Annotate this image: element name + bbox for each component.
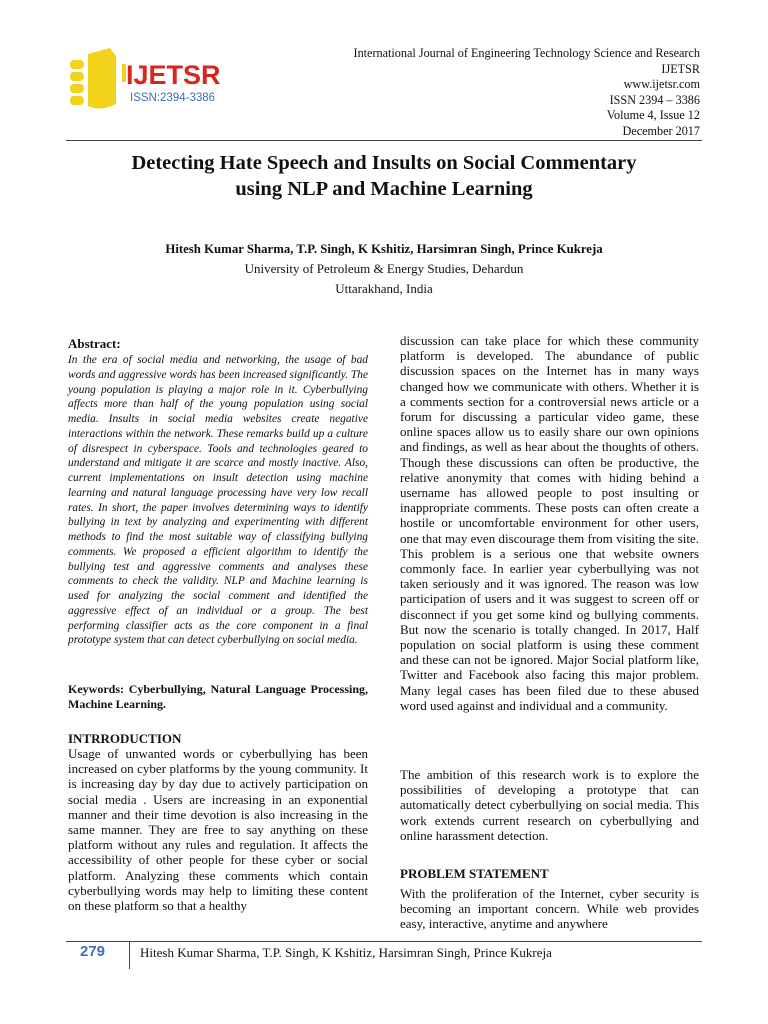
journal-header: [354, 46, 700, 140]
right-column-paragraph-2: The ambition of this research work is to explore the possibilities of developing a prototype that can automatically detect cyberbullying on social media. This work extends current research on cyberbullying and online harassment detection.: [400, 767, 699, 843]
footer-separator: [129, 941, 130, 969]
paper-title: [66, 150, 702, 202]
abstract-text: In the era of social media and networking, the usage of bad words and aggressive words has been increased significantly. The young population is playing a major role in it. Cyberbullying affects more than half of the young population using social media. Insults in social media websites create negative interactions within the network. These remarks build up a culture of disrespect in cyberspace. Tools and technologies geared to understand and mitigate it are scarce and mostly inactive. Also, current implementations on insult detection using machine learning and natural language processing have very low recall rates. In short, the paper involves determining ways to identify bullying in text by analyzing and experimenting with different methods to find the most suitable way of classifying bullying comments. We proposed a efficient algorithm to identify the bullying test and aggressive comments and analyses these comments to check the validity. NLP and Machine learning is used for analyzing the social comment and identified the aggressive effect of an individual or a group. The best performing classifier acts as the core component in a final prototype system that can detect cyberbullying on social media.: [68, 354, 368, 647]
paper-authors: Hitesh Kumar Sharma, T.P. Singh, K Kshitiz, Harsimran Singh, Prince Kukreja: [165, 242, 603, 256]
journal-volume: Volume 4, Issue 12: [606, 108, 700, 123]
problem-statement-heading: PROBLEM STATEMENT: [400, 866, 549, 881]
footer-divider: [66, 941, 702, 942]
right-column-paragraph-1: discussion can take place for which these community platform is developed. The abundance of public discussion spaces on the Internet has in many ways changed how we communicate with others. Whether it is a comments section for a controversial news article or a forum for discussing a particular video game, these online spaces allow us to easily share our own opinions and findings, as well as hear about the thoughts of others. Though these discussions can often be productive, the relative anonymity that comes with hiding behind a username has allowed people to post insulting or inappropriate comments. These posts can often create a hostile or uncomfortable environment for other users, one that may even discourage them from visiting the site. This problem is a serious one that website owners commonly face. In earlier year cyberbullying was not taken seriously and it was ignored. The reason was low participation of users and it was suggest to screen off or disconnect if you get some kind og bullying comments. But now the scenario is totally changed. In 2017, Half population on social platform is using these comment and these can not be ignored. Major Social platform like, Twitter and Facebook also facing this major problem. Many legal cases has been filed due to these abused word used against and individual and a community.: [400, 333, 699, 713]
affiliation-university: University of Petroleum & Energy Studies, Dehardun: [244, 261, 524, 276]
journal-name: International Journal of Engineering Technology Science and Research: [353, 46, 700, 60]
keywords: Keywords: Cyberbullying, Natural Language Processing, Machine Learning.: [68, 682, 368, 711]
journal-logo: [66, 44, 256, 116]
journal-issn: ISSN 2394 – 3386: [609, 92, 700, 107]
footer-authors: Hitesh Kumar Sharma, T.P. Singh, K Kshitiz, Harsimran Singh, Prince Kukreja: [140, 945, 552, 960]
problem-statement-text: With the proliferation of the Internet, cyber security is becoming an important concern. While web provides easy, interactive, anytime and anywhere: [400, 886, 699, 932]
introduction-text: Usage of unwanted words or cyberbullying has been increased on cyber platforms by the young community. It is increasing day by day due to actively participation on social media . Users are increasing in an exponential manner and their time devotion is also increasing in the same manner. They are free to say anything on these platform without any rules and regulation. It affects the accessibility of other people for these cyber or social platform. Analyzing these comments which contain cyberbullying words may help to limiting these content on these platform so that a healthy: [68, 746, 368, 914]
logo-name: IJETSR: [126, 60, 221, 90]
affiliation-location: Uttarakhand, India: [335, 281, 433, 296]
paper-title-line1: Detecting Hate Speech and Insults on Social Commentary: [131, 152, 637, 174]
introduction-heading: INTRRODUCTION: [68, 731, 182, 746]
journal-website[interactable]: www.ijetsr.com: [623, 77, 700, 92]
journal-date: December 2017: [622, 123, 700, 138]
header-divider: [66, 140, 702, 141]
logo-issn: ISSN:2394-3386: [130, 92, 216, 104]
page-number: 279: [80, 943, 106, 960]
paper-title-line2: using NLP and Machine Learning: [235, 178, 533, 200]
journal-abbrev: IJETSR: [661, 61, 700, 76]
abstract-heading: Abstract:: [68, 336, 121, 351]
